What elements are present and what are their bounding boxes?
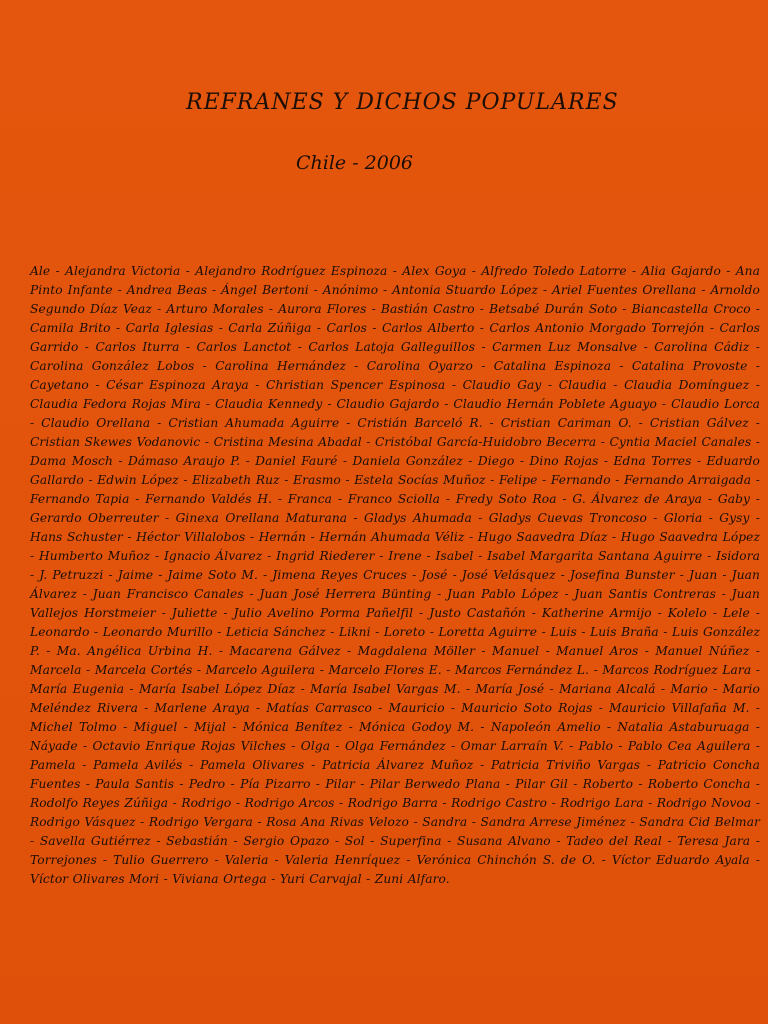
document-subtitle: Chile - 2006 — [296, 152, 414, 174]
contributors-list: Ale - Alejandra Victoria - Alejandro Rodríguez Espinoza - Alex Goya - Alfredo Toledo Latorre - Alia Gajardo - Ana Pinto Infante - Andrea Beas - Ángel Bertoni - Anónimo - Antonia Stuardo López - Ariel Fuentes Orellana - Arnoldo Segundo Díaz Veaz - Arturo Morales - Aurora Flores - Bastián Castro - Betsabé Durán Soto - Biancastella Croco - Camila Brito - Carla Iglesias - Carla Zúñiga - Carlos - Carlos Alberto - Carlos Antonio Morgado Torrejón - Carlos Garrido - Carlos Iturra - Carlos Lanctot - Carlos Latoja Galleguillos - Carmen Luz Monsalve - Carolina Cádiz - Carolina González Lobos - Carolina Hernández - Carolina Oyarzo - Catalina Espinoza - Catalina Provoste - Cayetano - César Espinoza Araya - Christian Spencer Espinosa - Claudio Gay - Claudia - Claudia Domínguez - Claudia Fedora Rojas Mira - Claudia Kennedy - Claudio Gajardo - Claudio Hernán Poblete Aguayo - Claudio Lorca - Claudio Orellana - Cristian Ahumada Aguirre - Cristián Barceló R. - Cristian Cariman O. - Cristian Gálvez - Cristian Skewes Vodanovic - Cristina Mesina Abadal - Cristóbal García-Huidobro Becerra - Cyntia Maciel Canales - Dama Mosch - Dámaso Araujo P. - Daniel Fauré - Daniela González - Diego - Dino Rojas - Edna Torres - Eduardo Gallardo - Edwin López - Elizabeth Ruz - Erasmo - Estela Socías Muñoz - Felipe - Fernando - Fernando Arraigada - Fernando Tapia - Fernando Valdés H. - Franca - Franco Sciolla - Fredy Soto Roa - G. Álvarez de Araya - Gaby - Gerardo Oberreuter - Ginexa Orellana Maturana - Gladys Ahumada - Gladys Cuevas Troncoso - Gloria - Gysy - Hans Schuster - Héctor Villalobos - Hernán - Hernán Ahumada Véliz - Hugo Saavedra Díaz - Hugo Saavedra López - Humberto Muñoz - Ignacio Álvarez - Ingrid Riederer - Irene - Isabel - Isabel Margarita Santana Aguirre - Isidora - J. Petruzzi - Jaime - Jaime Soto M. - Jimena Reyes Cruces - José - José Velásquez - Josefina Bunster - Juan - Juan Álvarez - Juan Francisco Canales - Juan José Herrera Bünting - Juan Pablo López - Juan Santis Contreras - Juan Vallejos Horstmeier - Juliette - Julio Avelino Porma Pañelfil - Justo Castañón - Katherine Armijo - Kolelo - Lele - Leonardo - Leonardo Murillo - Leticia Sánchez - Likni - Loreto - Loretta Aguirre - Luis - Luis Braña - Luis González P. - Ma. Angélica Urbina H. - Macarena Gálvez - Magdalena Möller - Manuel - Manuel Aros - Manuel Núñez - Marcela - Marcela Cortés - Marcelo Aguilera - Marcelo Flores E. - Marcos Fernández L. - Marcos Rodríguez Lara - María Eugenia - María Isabel López Díaz - María Isabel Vargas M. - María José - Mariana Alcalá - Mario - Mario Meléndez Rivera - Marlene Araya - Matías Carrasco - Mauricio - Mauricio Soto Rojas - Mauricio Villafaña M. - Michel Tolmo - Miguel - Mijal - Mónica Benítez - Mónica Godoy M. - Napoleón Amelio - Natalia Astaburuaga - Náyade - Octavio Enrique Rojas Vilches - Olga - Olga Fernández - Omar Larraín V. - Pablo - Pablo Cea Aguilera - Pamela - Pamela Avilés - Pamela Olivares - Patricia Álvarez Muñoz - Patricia Triviño Vargas - Patricio Concha Fuentes - Paula Santis - Pedro - Pía Pizarro - Pilar - Pilar Berwedo Plana - Pilar Gil - Roberto - Roberto Concha - Rodolfo Reyes Zúñiga - Rodrigo - Rodrigo Arcos - Rodrigo Barra - Rodrigo Castro - Rodrigo Lara - Rodrigo Novoa - Rodrigo Vásquez - Rodrigo Vergara - Rosa Ana Rivas Velozo - Sandra - Sandra Arrese Jiménez - Sandra Cid Belmar - Savella Gutiérrez - Sebastián - Sergio Opazo - Sol - Superfina - Susana Alvano - Tadeo del Real - Teresa Jara - Torrejones - Tulio Guerrero - Valeria - Valeria Henríquez - Verónica Chinchón S. de O. - Víctor Eduardo Ayala - Víctor Olivares Mori - Viviana Ortega - Yuri Carvajal - Zuni Alfaro. — [30, 264, 760, 886]
document-title: REFRANES Y DICHOS POPULARES — [186, 90, 619, 115]
